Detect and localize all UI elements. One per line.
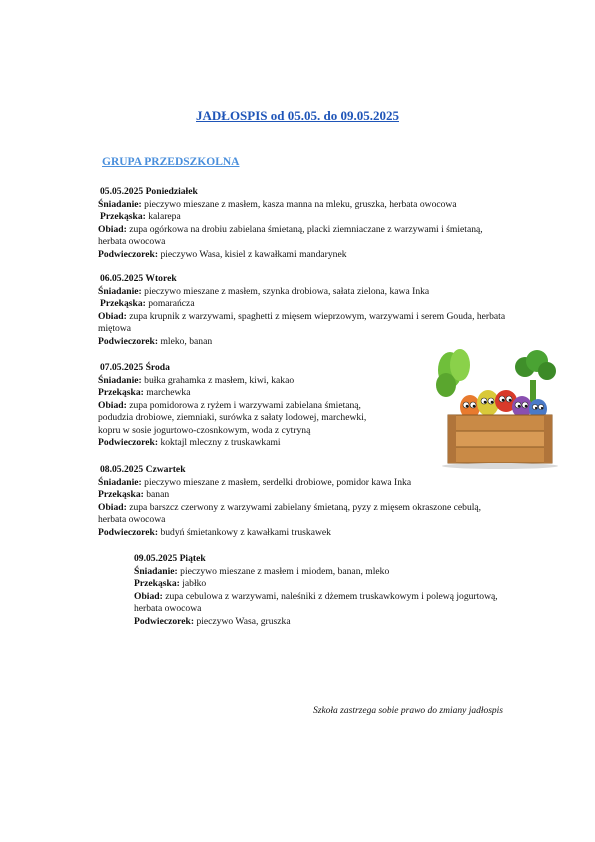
- lunch-line-continued: herbata owocowa: [134, 603, 202, 614]
- lunch-label: Obiad:: [98, 501, 127, 513]
- breakfast-text: pieczywo mieszane z masłem, kasza manna na mleku, gruszka, herbata owocowa: [144, 198, 457, 210]
- lunch-line-continued: herbata owocowa: [98, 236, 166, 247]
- breakfast-label: Śniadanie:: [98, 198, 142, 210]
- afternoon-text: budyń śmietankowy z kawałkami truskawek: [160, 526, 331, 538]
- snack-line: [134, 578, 498, 591]
- lunch-line: [98, 502, 481, 515]
- snack-text: pomarańcza: [148, 298, 195, 309]
- breakfast-label: Śniadanie:: [98, 285, 142, 297]
- lunch-text: zupa cebulowa z warzywami, naleśniki z dżemem truskawkowym i polewą jogurtową,: [165, 590, 498, 602]
- breakfast-text: pieczywo mieszane z masłem i miodem, banan, mleko: [180, 565, 390, 577]
- afternoon-text: pieczywo Wasa, gruszka: [196, 615, 291, 627]
- snack-label: Przekąska:: [98, 387, 144, 398]
- afternoon-line: [98, 437, 366, 450]
- day-date: 09.05.2025 Piątek: [134, 553, 206, 564]
- day-wednesday: [98, 362, 366, 450]
- lunch-label: Obiad:: [98, 399, 127, 411]
- snack-label: Przekąska:: [134, 578, 180, 589]
- breakfast-line: [98, 477, 481, 490]
- day-date: 05.05.2025 Poniedziałek: [100, 186, 198, 197]
- day-friday: [134, 553, 498, 628]
- lunch-label: Obiad:: [134, 590, 163, 602]
- lunch-line-continued: herbata owocowa: [98, 514, 166, 525]
- snack-label: Przekąska:: [100, 211, 146, 222]
- afternoon-line: [98, 249, 483, 262]
- afternoon-text: mleko, banan: [160, 335, 213, 347]
- day-thursday: [98, 464, 481, 539]
- menu-title: JADŁOSPIS od 05.05. do 09.05.2025: [196, 108, 399, 123]
- breakfast-line: [98, 286, 505, 299]
- breakfast-text: bułka grahamka z masłem, kiwi, kakao: [144, 374, 295, 386]
- lunch-line: [98, 400, 366, 413]
- afternoon-label: Podwieczorek:: [134, 615, 195, 627]
- breakfast-line: [134, 566, 498, 579]
- lunch-line: [98, 224, 483, 237]
- afternoon-line: [134, 616, 498, 629]
- day-date: 07.05.2025 Środa: [100, 362, 170, 373]
- lunch-line: [98, 311, 505, 324]
- lettuce-leaves: [436, 349, 470, 397]
- breakfast-label: Śniadanie:: [98, 374, 142, 386]
- lunch-line: [134, 591, 498, 604]
- group-heading: GRUPA PRZEDSZKOLNA: [102, 156, 240, 168]
- lunch-line-continued: miętowa: [98, 323, 132, 334]
- lunch-line-continued: kopru w sosie jogurtowo-czosnkowym, woda z cytryną: [98, 424, 311, 436]
- breakfast-label: Śniadanie:: [98, 476, 142, 488]
- snack-text: marchewka: [146, 387, 191, 398]
- afternoon-label: Podwieczorek:: [98, 248, 159, 260]
- lunch-label: Obiad:: [98, 310, 127, 322]
- snack-text: jabłko: [182, 578, 207, 589]
- vegetable-crate-illustration: [430, 345, 560, 470]
- breakfast-label: Śniadanie:: [134, 565, 178, 577]
- afternoon-line: [98, 527, 481, 540]
- lunch-text: zupa pomidorowa z ryżem i warzywami zabielana śmietaną,: [129, 399, 361, 411]
- breakfast-line: [98, 375, 366, 388]
- day-monday: [98, 186, 483, 261]
- snack-label: Przekąska:: [100, 298, 146, 309]
- snack-label: Przekąska:: [98, 489, 144, 500]
- afternoon-text: pieczywo Wasa, kisiel z kawałkami mandarynek: [160, 248, 347, 260]
- snack-text: banan: [146, 489, 170, 500]
- breakfast-text: pieczywo mieszane z masłem, szynka drobiowa, sałata zielona, kawa Inka: [144, 285, 430, 297]
- snack-text: kalarepa: [148, 211, 181, 222]
- wooden-crate: [442, 415, 558, 469]
- breakfast-line: [98, 199, 483, 212]
- snack-line: [98, 489, 481, 502]
- snack-line: [98, 387, 366, 400]
- afternoon-label: Podwieczorek:: [98, 335, 159, 347]
- breakfast-text: pieczywo mieszane z masłem, serdelki drobiowe, pomidor kawa Inka: [144, 476, 412, 488]
- snack-line: [98, 211, 483, 224]
- disclaimer-note: Szkoła zastrzega sobie prawo do zmiany jadłospis: [313, 706, 504, 716]
- day-date: 08.05.2025 Czwartek: [100, 464, 186, 475]
- lunch-label: Obiad:: [98, 223, 127, 235]
- day-tuesday: [98, 273, 505, 348]
- snack-line: [98, 298, 505, 311]
- lunch-text: zupa barszcz czerwony z warzywami zabielany śmietaną, pyzy z mięsem okraszone cebulą,: [129, 501, 482, 513]
- lunch-line-continued: podudzia drobiowe, ziemniaki, surówka z sałaty lodowej, marchewki,: [98, 412, 367, 423]
- afternoon-label: Podwieczorek:: [98, 526, 159, 538]
- afternoon-label: Podwieczorek:: [98, 437, 159, 448]
- lunch-text: zupa krupnik z warzywami, spaghetti z mięsem wieprzowym, warzywami i serem Gouda, herbata: [129, 310, 506, 322]
- afternoon-text: koktajl mleczny z truskawkami: [160, 437, 281, 448]
- day-date: 06.05.2025 Wtorek: [100, 273, 177, 284]
- lunch-text: zupa ogórkowa na drobiu zabielana śmietaną, placki ziemniaczane z warzywami i śmietaną,: [129, 223, 483, 235]
